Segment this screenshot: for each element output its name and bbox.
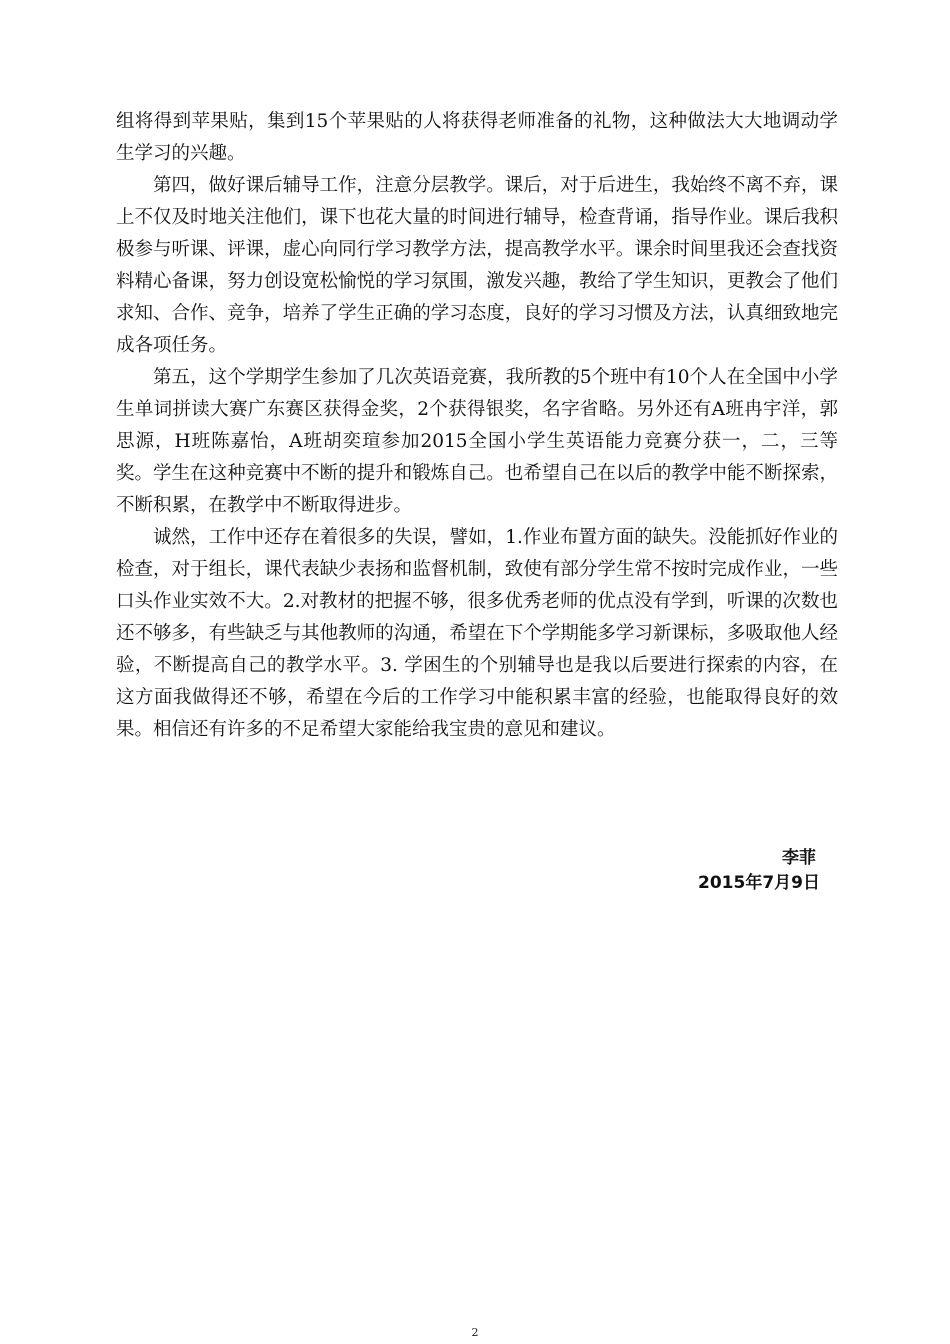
paragraph-continuation: 组将得到苹果贴，集到15个苹果贴的人将获得老师准备的礼物，这种做法大大地调动学生学习的兴趣。 [116,111,838,164]
document-body [116,106,838,746]
paragraph-shortcomings: 诚然，工作中还存在着很多的失误，譬如，1.作业布置方面的缺失。没能抓好作业的检查，对于组长，课代表缺少表扬和监督机制，致使有部分学生常不按时完成作业，一些口头作业实效不大。2.对教材的把握不够，很多优秀老师的优点没有学到，听课的次数也还不够多，有些缺乏与其他教师的沟通，希望在下个学期能多学习新课标，多吸取他人经验，不断提高自己的教学水平。3. 学困生的个别辅导也是我以后要进行探索的内容，在这方面我做得还不够，希望在今后的工作学习中能积累丰富的经验，也能取得良好的效果。相信还有许多的不足希望大家能给我宝贵的意见和建议。 [116,527,838,740]
paragraph-fifth-point: 第五，这个学期学生参加了几次英语竞赛，我所教的5个班中有10个人在全国中小学生单词拼读大赛广东赛区获得金奖，2个获得银奖，名字省略。另外还有A班冉宇洋，郭思源，H班陈嘉怡，A班胡奕瑄参加2015全国小学生英语能力竞赛分获一，二，三等奖。学生在这种竞赛中不断的提升和锻炼自己。也希望自己在以后的教学中能不断探索，不断积累，在教学中不断取得进步。 [116,367,838,516]
signature-date: 2015年7月9日 [698,873,820,893]
signature-name: 李菲 [782,848,816,868]
page-number: 2 [471,1326,479,1339]
signature-block [660,846,820,896]
paragraph-fourth-point: 第四，做好课后辅导工作，注意分层教学。课后，对于后进生，我始终不离不弃，课上不仅及时地关注他们，课下也花大量的时间进行辅导，检查背诵，指导作业。课后我积极参与听课、评课，虚心向同行学习教学方法，提高教学水平。课余时间里我还会查找资料精心备课，努力创设宽松愉悦的学习氛围，激发兴趣，教给了学生知识，更教会了他们求知、合作、竞争，培养了学生正确的学习态度，良好的学习习惯及方法，认真细致地完成各项任务。 [116,175,838,356]
